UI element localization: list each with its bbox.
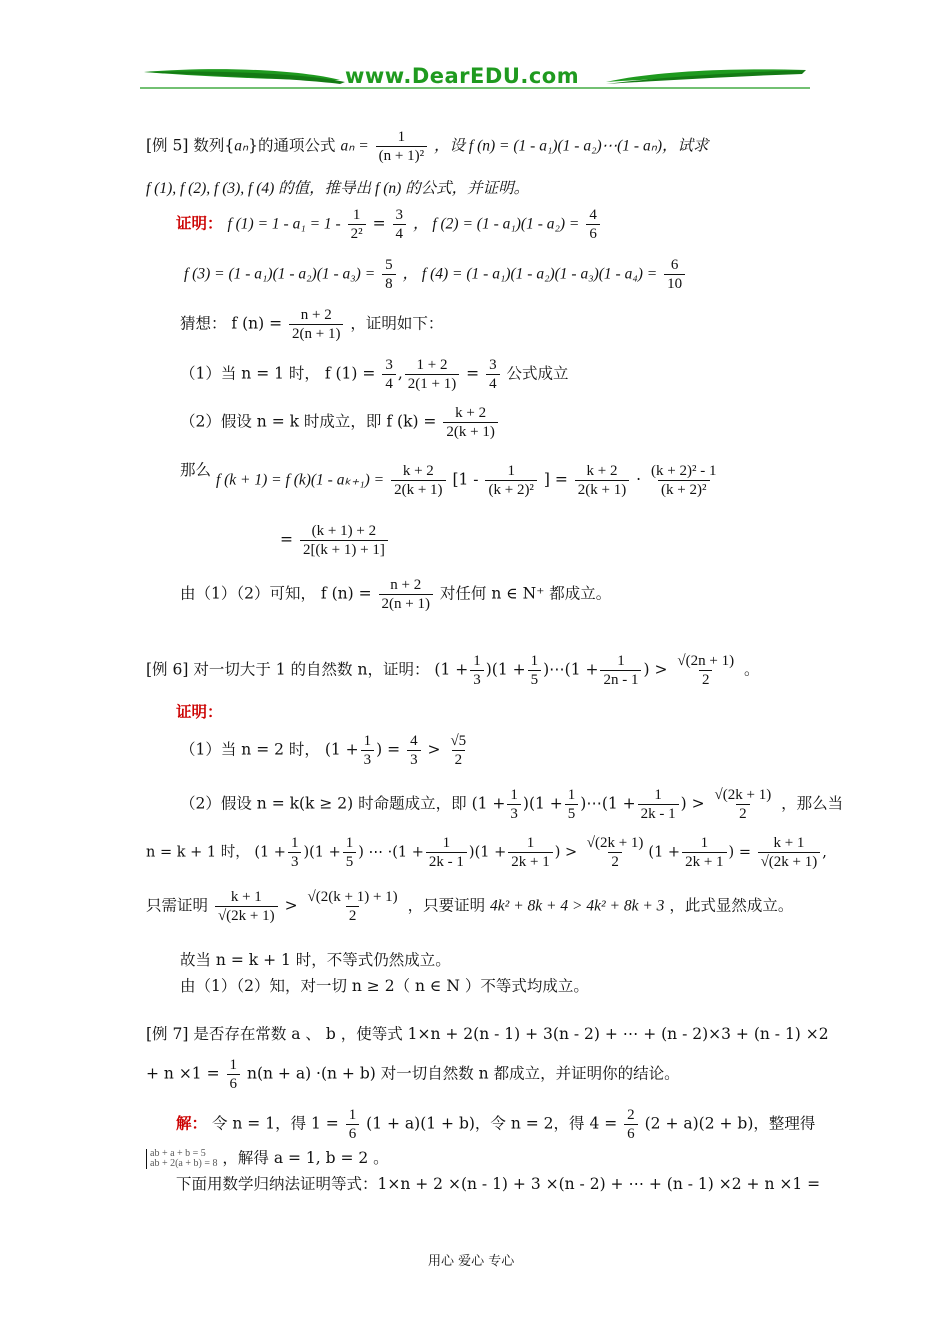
ex6-need-frac2: $\frac{√(2(k + 1) + 1)}{2}$	[307, 889, 398, 924]
logo-text: www.DearEDU.com	[345, 64, 580, 88]
ex6-need: 只需证明	[146, 896, 209, 915]
ex6-text: (1 +	[434, 660, 469, 679]
ex6-step3-frac2: $\frac{1}{5}$	[343, 834, 357, 871]
ex6-step2-frac2: $\frac{1}{5}$	[565, 786, 579, 823]
ex7-text: n(n + a) ·(n + b) 对一切自然数 n 都成立，并证明你的结论。	[246, 1064, 680, 1083]
ex6-step3-frac4: $\frac{1}{2k + 1}$	[508, 834, 552, 871]
ex5-text: 对任何 n ∈ N⁺ 都成立。	[439, 584, 612, 603]
ex6-step1-line	[180, 732, 471, 769]
ex5-step2-fraction: $\frac{k + 2}{2(k + 1)}$	[443, 404, 497, 441]
ex5-step2-line	[180, 404, 500, 441]
ex5-text: =	[280, 530, 293, 549]
ex6-text: 对一切大于 1 的自然数 n，证明：	[193, 660, 430, 679]
header-logo	[140, 58, 810, 98]
ex6-so-line	[180, 948, 451, 970]
ex6-text: >	[284, 896, 298, 915]
ex7-label: [例 7]	[146, 1025, 189, 1043]
ex5-statement-line1	[146, 128, 709, 165]
ex5-f1-fraction: $\frac{1}{\text{2²}}$	[348, 206, 366, 243]
ex6-text: (1 +	[648, 844, 681, 861]
ex6-text: >	[427, 740, 441, 759]
ex5-result-line	[280, 522, 390, 559]
ex6-need-inequality: 4k² + 8k + 4 > 4k² + 8k + 3	[490, 897, 665, 915]
ex6-text: ，此式显然成立。	[669, 896, 794, 915]
ex5-guess: 猜想： f (n) =	[180, 314, 283, 333]
ex7-statement-line2	[146, 1056, 680, 1093]
ex6-step3: n = k + 1 时，	[146, 844, 250, 861]
ex6-step2-frac4: $\frac{√(2k + 1)}{2}$	[714, 787, 772, 822]
ex6-label: [例 6]	[146, 660, 189, 679]
ex5-step1-frac2: $\frac{1 + 2}{2(1 + 1)}$	[405, 356, 459, 393]
ex7-text: 令 n = 1，得 1 =	[211, 1114, 339, 1133]
ex6-step3-frac7: $\frac{k + 1}{√(2k + 1)}$	[758, 834, 821, 871]
ex5-then-label: 那么	[180, 460, 212, 479]
ex5-step2: （2）假设 n = k 时成立，即 f (k) =	[180, 412, 437, 431]
ex6-need-frac1: $\frac{k + 1}{√(2k + 1)}$	[215, 888, 278, 925]
ex6-frac3: $\frac{1}{2n - 1}$	[600, 652, 641, 689]
ex7-statement-line1	[146, 1022, 829, 1044]
ex5-f4-fraction: $\frac{6}{10}$	[664, 256, 685, 293]
ex6-conclusion-line	[180, 974, 589, 996]
ex5-text: =	[466, 364, 480, 383]
ex5-text: ，证明如下：	[350, 314, 444, 333]
ex5-step1-frac3: $\frac{3}{4}$	[486, 356, 500, 393]
ex6-need-line	[146, 888, 793, 925]
ex6-step2-frac1: $\frac{1}{3}$	[507, 786, 521, 823]
ex6-step1-frac1: $\frac{1}{3}$	[361, 732, 375, 769]
ex6-step1: （1）当 n = 2 时，	[180, 740, 320, 759]
ex5-text: }的通项公式	[248, 136, 336, 155]
ex7-text: 是否存在常数 a 、 b ，使等式 1×n + 2(n - 1) + 3(n - 2) + ⋯ + (n - 2)×3 + (n - 1) ×2	[193, 1025, 829, 1043]
ex6-text: ) ⋯ ·(1 +	[358, 844, 424, 861]
ex7-sol-frac1: $\frac{1}{6}$	[346, 1106, 360, 1143]
ex6-text: )(1 +	[485, 660, 526, 679]
ex7-solution-line	[176, 1106, 815, 1143]
ex7-next: 下面用数学归纳法证明等式：1×n + 2 ×(n - 1) + 3 ×(n - 2) + ⋯ + (n - 1) ×2 + n ×1 =	[176, 1175, 821, 1193]
ex6-step2: （2）假设 n = k(k ≥ 2) 时命题成立，即	[180, 794, 467, 813]
ex5-f1: f (1) = 1 - a₁ = 1 -	[227, 215, 341, 233]
ex5-f3-fraction: $\frac{5}{8}$	[382, 256, 396, 293]
ex6-frac4: $\frac{√(2n + 1)}{2}$	[677, 653, 735, 688]
ex6-text: 。	[744, 660, 760, 679]
ex7-text: (2 + a)(2 + b)，整理得	[644, 1114, 816, 1133]
ex7-text: ，解得 a = 1, b = 2 。	[222, 1149, 389, 1167]
ex6-text: )⋯(1 +	[543, 660, 599, 679]
ex6-text: )⋯(1 +	[580, 794, 636, 813]
ex6-conclusion: 由（1）（2）知，对一切 n ≥ 2（ n ∈ N ）不等式均成立。	[180, 977, 589, 995]
ex6-step2-frac3: $\frac{1}{2k - 1}$	[638, 786, 679, 823]
ex5-an-eq: aₙ =	[340, 137, 369, 155]
ex5-proof-label: 证明：	[176, 214, 223, 233]
ex6-text: ) >	[680, 794, 705, 813]
page-footer: 用心 爱心 专心	[428, 1254, 515, 1269]
ex5-text: ，设 f (n) = (1 - a₁)(1 - a₂)⋯(1 - aₙ)，试求	[434, 137, 709, 155]
ex6-step2-line	[180, 786, 843, 823]
ex5-conclusion: 由（1）（2）可知， f (n) =	[180, 584, 372, 603]
ex6-step3-frac1: $\frac{1}{3}$	[288, 834, 302, 871]
ex5-statement-line2	[146, 176, 529, 198]
ex5-step1-line	[180, 356, 569, 393]
ex5-text: ,	[397, 364, 403, 383]
ex5-then-line	[180, 462, 722, 499]
ex5-conclusion-fraction: $\frac{n + 2}{2(n + 1)}$	[379, 576, 433, 613]
ex6-frac1: $\frac{1}{3}$	[470, 652, 484, 689]
ex6-text: )(1 +	[522, 794, 563, 813]
ex5-an-fraction: $\frac{1}{\text{(n + 1)²}}$	[376, 128, 427, 165]
ex7-solution-label: 解：	[176, 1114, 208, 1133]
ex5-f4: ， f (4) = (1 - a₁)(1 - a₂)(1 - a₃)(1 - a₄) =	[402, 265, 658, 283]
ex5-then-frac4: $\frac{\text{(k + 2)² - 1}}{\text{(k + 2)²}}$	[651, 463, 717, 498]
ex7-next-line	[176, 1172, 820, 1194]
ex7-system-line	[146, 1146, 389, 1169]
ex5-f2-fraction: $\frac{4}{6}$	[586, 206, 600, 243]
ex5-text: 公式成立	[506, 364, 569, 383]
example-7	[146, 1022, 829, 1202]
ex7-sol-frac2: $\frac{2}{6}$	[624, 1106, 638, 1143]
ex5-f2: ， f (2) = (1 - a₁)(1 - a₂) =	[412, 215, 580, 233]
ex6-proof-label-line	[176, 700, 223, 722]
ex7-frac: $\frac{1}{6}$	[227, 1056, 241, 1093]
ex5-text: ] =	[543, 470, 568, 489]
ex5-text: f (1), f (2), f (3), f (4) 的值，推导出 f (n) 的公式，并证明。	[146, 180, 530, 197]
ex6-text: (1 +	[324, 740, 359, 759]
ex5-guess-line	[180, 306, 443, 343]
ex6-text: ) >	[554, 844, 578, 861]
ex6-text: ) =	[376, 740, 401, 759]
ex5-then-frac3: $\frac{k + 2}{2(k + 1)}$	[575, 462, 629, 499]
ex5-text: ·	[636, 470, 642, 489]
ex7-text: (1 + a)(1 + b)，令 n = 2，得 4 =	[366, 1114, 618, 1133]
ex5-result-fraction: $\frac{(k + 1) + 2}{2[(k + 1) + 1]}$	[300, 522, 388, 559]
ex6-text: ) >	[643, 660, 668, 679]
ex5-seq: aₙ	[234, 137, 249, 155]
ex5-then-expr: f (k + 1) = f (k)(1 - aₖ₊₁) =	[215, 471, 385, 489]
ex6-proof-label: 证明：	[176, 703, 223, 721]
ex6-step1-frac3: $\frac{√5}{2}$	[450, 733, 467, 768]
ex5-label: [例 5]	[146, 136, 189, 155]
example-6	[146, 652, 844, 995]
example-5	[146, 128, 826, 628]
ex6-text: ,	[822, 844, 827, 861]
ex5-step1-frac1: $\frac{3}{4}$	[382, 356, 396, 393]
ex6-text: (1 +	[471, 794, 506, 813]
ex6-text: ，那么当	[781, 794, 844, 813]
ex5-guess-fraction: $\frac{n + 2}{2(n + 1)}$	[289, 306, 343, 343]
ex5-text: [1 -	[452, 470, 479, 489]
ex5-step1: （1）当 n = 1 时， f (1) =	[180, 364, 376, 383]
ex6-step3-frac3: $\frac{1}{2k - 1}$	[426, 834, 467, 871]
ex5-then-frac2: $\frac{1}{\text{(k + 2)²}}$	[485, 462, 536, 499]
ex6-text: ) =	[728, 844, 751, 861]
ex6-statement-line	[146, 652, 760, 689]
ex6-step1-frac2: $\frac{4}{3}$	[407, 732, 421, 769]
ex5-then-frac1: $\frac{k + 2}{2(k + 1)}$	[391, 462, 445, 499]
ex7-system: ab + a + b = 5 ab + 2(a + b) = 8	[146, 1149, 217, 1169]
ex6-so: 故当 n = k + 1 时，不等式仍然成立。	[180, 951, 451, 969]
ex6-text: ，只要证明	[407, 896, 486, 915]
ex5-f3-f4-line	[184, 256, 687, 293]
ex5-conclusion-line	[180, 576, 611, 613]
ex5-text: 数列{	[193, 136, 235, 155]
ex6-step3-frac5: $\frac{√(2k + 1)}{2}$	[586, 835, 644, 870]
ex6-text: (1 +	[254, 844, 286, 861]
ex6-step3-frac6: $\frac{1}{2k + 1}$	[682, 834, 726, 871]
ex6-frac2: $\frac{1}{5}$	[528, 652, 542, 689]
ex6-text: )(1 +	[303, 844, 341, 861]
ex5-f1-f2-line	[176, 206, 602, 243]
ex6-text: )(1 +	[468, 844, 507, 861]
ex6-step3-line	[146, 834, 827, 871]
ex5-f1-result: $\frac{3}{4}$	[393, 206, 407, 243]
ex7-text: + n ×1 =	[146, 1064, 220, 1083]
ex5-f3: f (3) = (1 - a₁)(1 - a₂)(1 - a₃) =	[184, 265, 376, 283]
ex5-text: =	[372, 214, 386, 233]
